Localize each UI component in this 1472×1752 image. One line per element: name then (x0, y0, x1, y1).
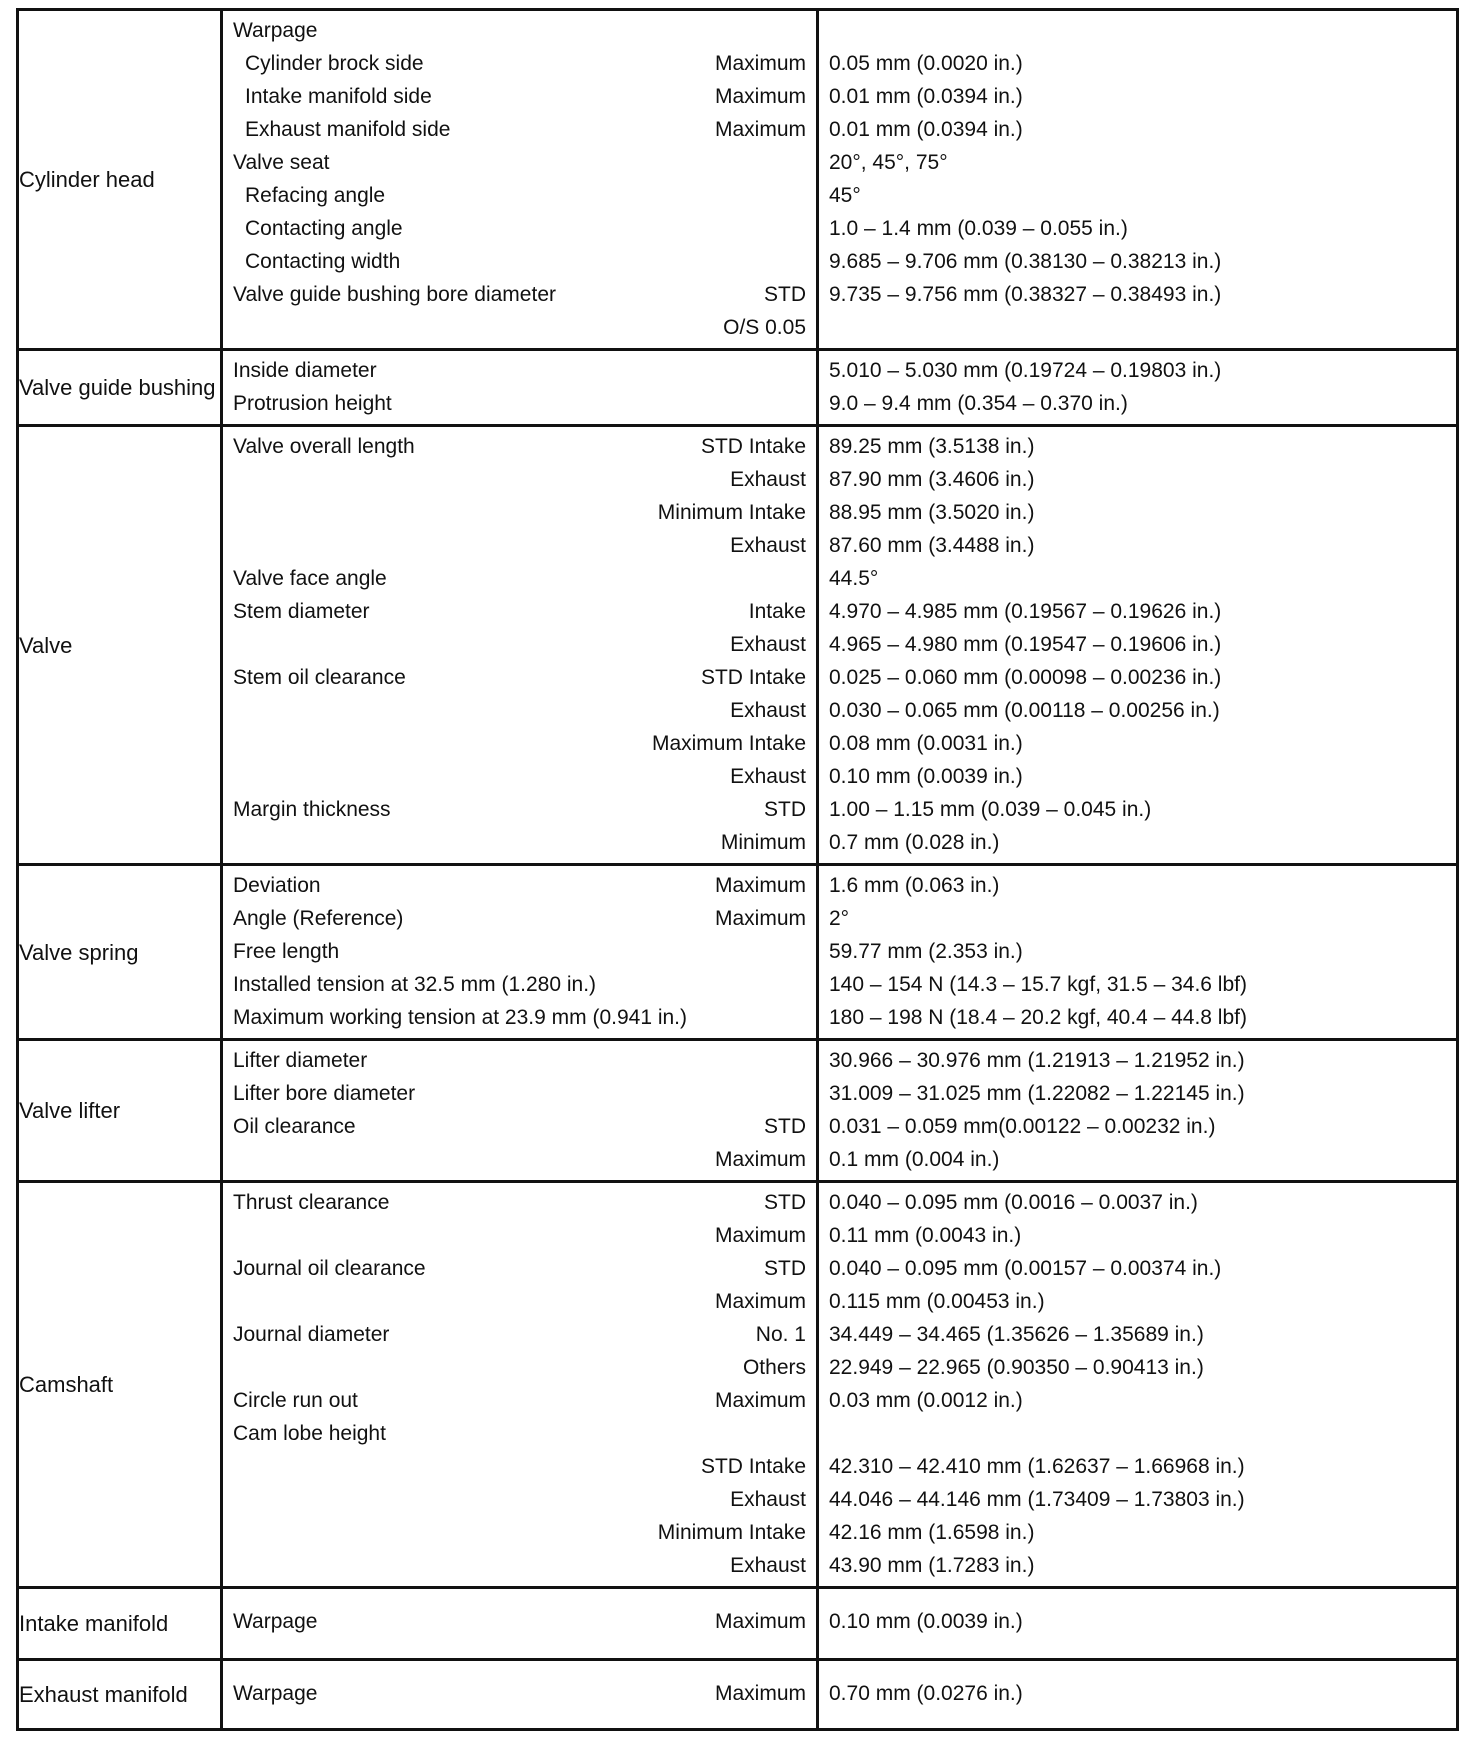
spec-value: 44.046 – 44.146 mm (1.73409 – 1.73803 in.) (829, 1488, 1245, 1511)
spec-line (233, 1450, 806, 1483)
spec-item-label: Deviation (233, 874, 321, 897)
spec-item-label (233, 826, 713, 859)
spec-value: 45° (829, 184, 861, 207)
spec-line (233, 562, 806, 595)
section-name-cell (18, 1040, 222, 1182)
item-cell (222, 350, 818, 426)
spec-item-label: Maximum working tension at 23.9 mm (0.941 in.) (233, 1006, 688, 1029)
spec-condition (798, 1077, 806, 1110)
spec-item-label (233, 1219, 707, 1252)
spec-value: 0.70 mm (0.0276 in.) (829, 1682, 1023, 1705)
spec-line (233, 826, 806, 859)
spec-value-line (829, 694, 1446, 727)
spec-condition: STD (764, 1191, 806, 1214)
spec-condition (798, 1044, 806, 1077)
spec-value: 180 – 198 N (18.4 – 20.2 kgf, 40.4 – 44.8 lbf) (829, 1006, 1247, 1029)
spec-item-label: Journal oil clearance (233, 1257, 426, 1280)
section-name: Valve lifter (19, 1098, 121, 1123)
spec-value: 4.970 – 4.985 mm (0.19567 – 0.19626 in.) (829, 600, 1222, 623)
item-cell (222, 865, 818, 1040)
spec-value: 44.5° (829, 567, 879, 590)
item-cell (222, 10, 818, 350)
spec-value: 0.10 mm (0.0039 in.) (829, 765, 1023, 788)
section-name: Valve spring (19, 939, 139, 965)
spec-value: 140 – 154 N (14.3 – 15.7 kgf, 31.5 – 34.6 lbf) (829, 973, 1247, 996)
section-row-exhaust-manifold (18, 1660, 1458, 1730)
spec-value: 22.949 – 22.965 (0.90350 – 0.90413 in.) (829, 1356, 1204, 1379)
item-cell (222, 426, 818, 865)
spec-line (233, 1044, 806, 1077)
spec-value-line (829, 1110, 1446, 1143)
spec-line (233, 146, 806, 179)
spec-value-line (829, 1077, 1446, 1110)
section-name-cell (18, 426, 222, 865)
spec-line (233, 496, 806, 529)
spec-value: 0.1 mm (0.004 in.) (829, 1148, 1000, 1171)
spec-line (233, 387, 806, 420)
spec-line (233, 1483, 806, 1516)
spec-line (233, 727, 806, 760)
spec-value-line (829, 146, 1446, 179)
section-name: Intake manifold (19, 1611, 169, 1636)
spec-value-line (829, 826, 1446, 859)
spec-condition: Exhaust (730, 633, 806, 656)
spec-condition: STD Intake (700, 435, 806, 458)
spec-condition (798, 387, 806, 420)
spec-value: 0.05 mm (0.0020 in.) (829, 52, 1023, 75)
spec-condition (798, 1417, 806, 1450)
spec-condition: Exhaust (730, 534, 806, 557)
section-name: Valve guide bushing (19, 375, 216, 400)
spec-condition: Minimum Intake (657, 501, 806, 524)
section-name-cell (18, 350, 222, 426)
spec-line (233, 14, 806, 47)
spec-value-line (829, 463, 1446, 496)
spec-value-line (829, 968, 1446, 1001)
spec-item-label: Valve seat (233, 151, 330, 174)
spec-line (233, 278, 806, 311)
spec-line (233, 760, 806, 793)
spec-value: 87.90 mm (3.4606 in.) (829, 468, 1035, 491)
spec-item-label: Cylinder brock side (245, 52, 424, 75)
spec-value: 43.90 mm (1.7283 in.) (829, 1554, 1035, 1577)
section-row-cylinder-head (18, 10, 1458, 350)
spec-condition: Maximum (714, 1389, 806, 1412)
spec-item-label (233, 1351, 735, 1384)
spec-item-label: Angle (Reference) (233, 907, 404, 930)
spec-line (233, 1417, 806, 1450)
spec-line (233, 1110, 806, 1143)
spec-value-line (829, 47, 1446, 80)
spec-value-line (829, 278, 1446, 311)
spec-line (233, 694, 806, 727)
spec-condition: Intake (748, 600, 806, 623)
spec-value: 88.95 mm (3.5020 in.) (829, 501, 1035, 524)
spec-value-line (829, 1219, 1446, 1252)
spec-condition: Maximum (714, 1290, 806, 1313)
spec-item-label (233, 529, 722, 562)
spec-value: 42.310 – 42.410 mm (1.62637 – 1.66968 in.) (829, 1455, 1245, 1478)
spec-value-line (829, 562, 1446, 595)
spec-condition (798, 146, 806, 179)
section-row-valve-spring (18, 865, 1458, 1040)
spec-item-label (233, 727, 644, 760)
spec-value-line (829, 1417, 1446, 1450)
value-cell (818, 1182, 1458, 1588)
spec-value-line (829, 354, 1446, 387)
spec-value: 0.030 – 0.065 mm (0.00118 – 0.00256 in.) (829, 699, 1220, 722)
section-name-cell (18, 1182, 222, 1588)
spec-condition: STD (764, 1257, 806, 1280)
spec-condition: Maximum (714, 1224, 806, 1247)
spec-condition (798, 245, 806, 278)
spec-line (233, 1219, 806, 1252)
section-name-cell (18, 1660, 222, 1730)
spec-condition: Maximum (714, 85, 806, 108)
spec-line (233, 935, 806, 968)
section-name-cell (18, 865, 222, 1040)
spec-value: 0.01 mm (0.0394 in.) (829, 118, 1023, 141)
spec-item-label: Lifter diameter (233, 1049, 368, 1072)
spec-line (233, 47, 806, 80)
spec-value: 0.040 – 0.095 mm (0.0016 – 0.0037 in.) (829, 1191, 1198, 1214)
spec-condition (798, 562, 806, 595)
spec-value-line (829, 212, 1446, 245)
spec-condition: STD (764, 283, 806, 306)
spec-line (233, 1384, 806, 1417)
spec-value-line (829, 1252, 1446, 1285)
spec-condition (798, 179, 806, 212)
spec-condition: Minimum Intake (657, 1521, 806, 1544)
spec-value-line (829, 1186, 1446, 1219)
spec-line (233, 80, 806, 113)
spec-condition: Maximum (714, 1610, 806, 1633)
spec-line (233, 1143, 806, 1176)
spec-value-line (829, 1549, 1446, 1582)
spec-condition: Maximum (714, 1682, 806, 1705)
spec-item-label (233, 628, 722, 661)
spec-value: 0.01 mm (0.0394 in.) (829, 85, 1023, 108)
spec-line (233, 113, 806, 146)
spec-condition: Exhaust (730, 1488, 806, 1511)
spec-value: 2° (829, 907, 850, 930)
spec-value-line (829, 14, 1446, 47)
spec-condition (798, 968, 806, 1001)
value-cell (818, 350, 1458, 426)
spec-item-label (233, 1516, 650, 1549)
value-cell (818, 1660, 1458, 1730)
spec-item-label (233, 1450, 693, 1483)
spec-condition: STD (764, 798, 806, 821)
spec-condition: Maximum (714, 874, 806, 897)
spec-item-label (233, 1483, 722, 1516)
spec-value-line (829, 496, 1446, 529)
spec-value: 0.08 mm (0.0031 in.) (829, 732, 1023, 755)
spec-value-line (829, 113, 1446, 146)
spec-value-line (829, 1285, 1446, 1318)
spec-value-line (829, 1450, 1446, 1483)
spec-line (233, 793, 806, 826)
spec-item-label: Margin thickness (233, 798, 391, 821)
spec-item-label: Circle run out (233, 1389, 358, 1412)
spec-value: 1.00 – 1.15 mm (0.039 – 0.045 in.) (829, 798, 1152, 821)
section-name-cell (18, 1588, 222, 1660)
spec-item-label: Inside diameter (233, 359, 377, 382)
spec-item-label: Contacting width (245, 250, 401, 273)
value-cell (818, 1588, 1458, 1660)
spec-item-label: Intake manifold side (245, 85, 432, 108)
section-row-valve (18, 426, 1458, 865)
spec-value: 34.449 – 34.465 (1.35626 – 1.35689 in.) (829, 1323, 1204, 1346)
spec-item-label: Valve guide bushing bore diameter (233, 283, 556, 306)
spec-value-line (829, 1483, 1446, 1516)
spec-item-label: Installed tension at 32.5 mm (1.280 in.) (233, 973, 597, 996)
spec-line (233, 1351, 806, 1384)
spec-value: 9.0 – 9.4 mm (0.354 – 0.370 in.) (829, 392, 1128, 415)
spec-line (233, 1077, 806, 1110)
spec-item-label: Refacing angle (245, 184, 386, 207)
item-cell (222, 1588, 818, 1660)
spec-value-line (829, 80, 1446, 113)
spec-condition: STD Intake (700, 1455, 806, 1478)
spec-item-label: Journal diameter (233, 1323, 390, 1346)
spec-condition: Exhaust (730, 699, 806, 722)
spec-value-line (829, 430, 1446, 463)
spec-item-label: Lifter bore diameter (233, 1082, 416, 1105)
spec-item-label (233, 1143, 707, 1176)
spec-line (233, 1285, 806, 1318)
spec-value: 9.735 – 9.756 mm (0.38327 – 0.38493 in.) (829, 283, 1222, 306)
spec-value: 87.60 mm (3.4488 in.) (829, 534, 1035, 557)
spec-line (233, 902, 806, 935)
spec-line (233, 595, 806, 628)
spec-line (233, 628, 806, 661)
section-name-cell (18, 10, 222, 350)
value-cell (818, 10, 1458, 350)
spec-line (233, 529, 806, 562)
spec-condition: Maximum (714, 907, 806, 930)
spec-condition: Exhaust (730, 1554, 806, 1577)
spec-line (233, 661, 806, 694)
spec-value-line (829, 311, 1446, 344)
spec-value: 31.009 – 31.025 mm (1.22082 – 1.22145 in.) (829, 1082, 1245, 1105)
spec-value-line (829, 529, 1446, 562)
spec-condition (798, 1001, 806, 1034)
section-row-intake-manifold (18, 1588, 1458, 1660)
spec-condition (798, 935, 806, 968)
spec-item-label (233, 760, 722, 793)
spec-line (233, 245, 806, 278)
spec-item-label: Warpage (233, 19, 318, 42)
spec-condition (798, 212, 806, 245)
spec-item-label: Contacting angle (245, 217, 403, 240)
spec-value: 0.11 mm (0.0043 in.) (829, 1224, 1022, 1247)
spec-line (233, 1516, 806, 1549)
spec-condition: STD Intake (700, 666, 806, 689)
spec-line (233, 1677, 806, 1710)
section-name: Valve (19, 632, 73, 658)
spec-value: 20°, 45°, 75° (829, 151, 948, 174)
spec-item-label: Warpage (233, 1682, 318, 1705)
spec-line (233, 1605, 806, 1638)
spec-item-label: Valve overall length (233, 435, 415, 458)
spec-value-line (829, 1044, 1446, 1077)
spec-value-line (829, 387, 1446, 420)
spec-item-label (233, 1285, 707, 1318)
spec-line (233, 179, 806, 212)
spec-value-line (829, 1001, 1446, 1034)
spec-value-line (829, 245, 1446, 278)
spec-value-line (829, 179, 1446, 212)
spec-value: 0.031 – 0.059 mm(0.00122 – 0.00232 in.) (829, 1115, 1216, 1138)
spec-condition: Exhaust (730, 468, 806, 491)
value-cell (818, 1040, 1458, 1182)
spec-value: 42.16 mm (1.6598 in.) (829, 1521, 1035, 1544)
spec-value-line (829, 1318, 1446, 1351)
value-cell (818, 426, 1458, 865)
spec-value: 0.03 mm (0.0012 in.) (829, 1389, 1023, 1412)
section-name: Camshaft (19, 1372, 114, 1397)
spec-line (233, 968, 806, 1001)
spec-condition: O/S 0.05 (723, 316, 806, 339)
spec-value-line (829, 628, 1446, 661)
spec-value-line (829, 661, 1446, 694)
spec-value: 4.965 – 4.980 mm (0.19547 – 0.19606 in.) (829, 633, 1222, 656)
spec-line (233, 463, 806, 496)
spec-item-label (233, 694, 722, 727)
spec-table (16, 8, 1459, 1731)
item-cell (222, 1660, 818, 1730)
spec-line (233, 1001, 806, 1034)
spec-condition (798, 14, 806, 47)
spec-condition (798, 354, 806, 387)
spec-line (233, 212, 806, 245)
spec-value-line (829, 595, 1446, 628)
spec-line (233, 1318, 806, 1351)
item-cell (222, 1040, 818, 1182)
spec-item-label: Exhaust manifold side (245, 118, 451, 141)
spec-item-label (233, 1549, 722, 1582)
item-cell (222, 1182, 818, 1588)
spec-value: 0.040 – 0.095 mm (0.00157 – 0.00374 in.) (829, 1257, 1222, 1280)
section-row-camshaft (18, 1182, 1458, 1588)
spec-value-line (829, 793, 1446, 826)
spec-value: 0.025 – 0.060 mm (0.00098 – 0.00236 in.) (829, 666, 1222, 689)
spec-value-line (829, 935, 1446, 968)
spec-item-label: Valve face angle (233, 567, 387, 590)
spec-value: 59.77 mm (2.353 in.) (829, 940, 1023, 963)
spec-item-label: Stem diameter (233, 600, 370, 623)
spec-line (233, 1549, 806, 1582)
section-row-valve-lifter (18, 1040, 1458, 1182)
spec-line (233, 354, 806, 387)
spec-value: 0.10 mm (0.0039 in.) (829, 1610, 1023, 1633)
spec-value-line (829, 727, 1446, 760)
spec-value: 1.0 – 1.4 mm (0.039 – 0.055 in.) (829, 217, 1128, 240)
spec-value-line (829, 902, 1446, 935)
spec-value-line (829, 1384, 1446, 1417)
spec-value-line (829, 1516, 1446, 1549)
spec-table-body (18, 10, 1458, 1730)
spec-value: 1.6 mm (0.063 in.) (829, 874, 1000, 897)
spec-value: 9.685 – 9.706 mm (0.38130 – 0.38213 in.) (829, 250, 1222, 273)
spec-item-label (233, 496, 650, 529)
spec-value-line (829, 1351, 1446, 1384)
spec-value-line (829, 760, 1446, 793)
spec-condition: Maximum Intake (651, 732, 806, 755)
spec-condition: Minimum (720, 831, 806, 854)
spec-line (233, 430, 806, 463)
spec-line (233, 311, 806, 344)
spec-item-label (233, 311, 715, 344)
spec-item-label: Thrust clearance (233, 1191, 390, 1214)
spec-value-line (829, 869, 1446, 902)
spec-line (233, 1252, 806, 1285)
section-name: Cylinder head (19, 167, 155, 192)
spec-value-line (829, 1677, 1446, 1710)
spec-line (233, 869, 806, 902)
spec-value-line (829, 1143, 1446, 1176)
spec-item-label (233, 463, 722, 496)
spec-condition: Maximum (714, 1148, 806, 1171)
spec-item-label: Cam lobe height (233, 1422, 386, 1445)
spec-condition: Exhaust (730, 765, 806, 788)
spec-condition: Maximum (714, 52, 806, 75)
spec-value: 0.7 mm (0.028 in.) (829, 831, 1000, 854)
spec-condition: Others (742, 1356, 806, 1379)
spec-condition: Maximum (714, 118, 806, 141)
spec-value: 89.25 mm (3.5138 in.) (829, 435, 1035, 458)
spec-line (233, 1186, 806, 1219)
spec-item-label: Protrusion height (233, 392, 392, 415)
spec-condition: No. 1 (755, 1323, 806, 1346)
spec-value: 0.115 mm (0.00453 in.) (829, 1290, 1045, 1313)
spec-item-label: Oil clearance (233, 1115, 356, 1138)
spec-item-label: Stem oil clearance (233, 666, 406, 689)
value-cell (818, 865, 1458, 1040)
spec-value-line (829, 1605, 1446, 1638)
spec-value: 5.010 – 5.030 mm (0.19724 – 0.19803 in.) (829, 359, 1222, 382)
section-name: Exhaust manifold (19, 1682, 188, 1707)
spec-item-label: Warpage (233, 1610, 318, 1633)
spec-item-label: Free length (233, 940, 340, 963)
section-row-valve-guide-bushing (18, 350, 1458, 426)
spec-value: 30.966 – 30.976 mm (1.21913 – 1.21952 in.) (829, 1049, 1245, 1072)
spec-condition: STD (764, 1115, 806, 1138)
